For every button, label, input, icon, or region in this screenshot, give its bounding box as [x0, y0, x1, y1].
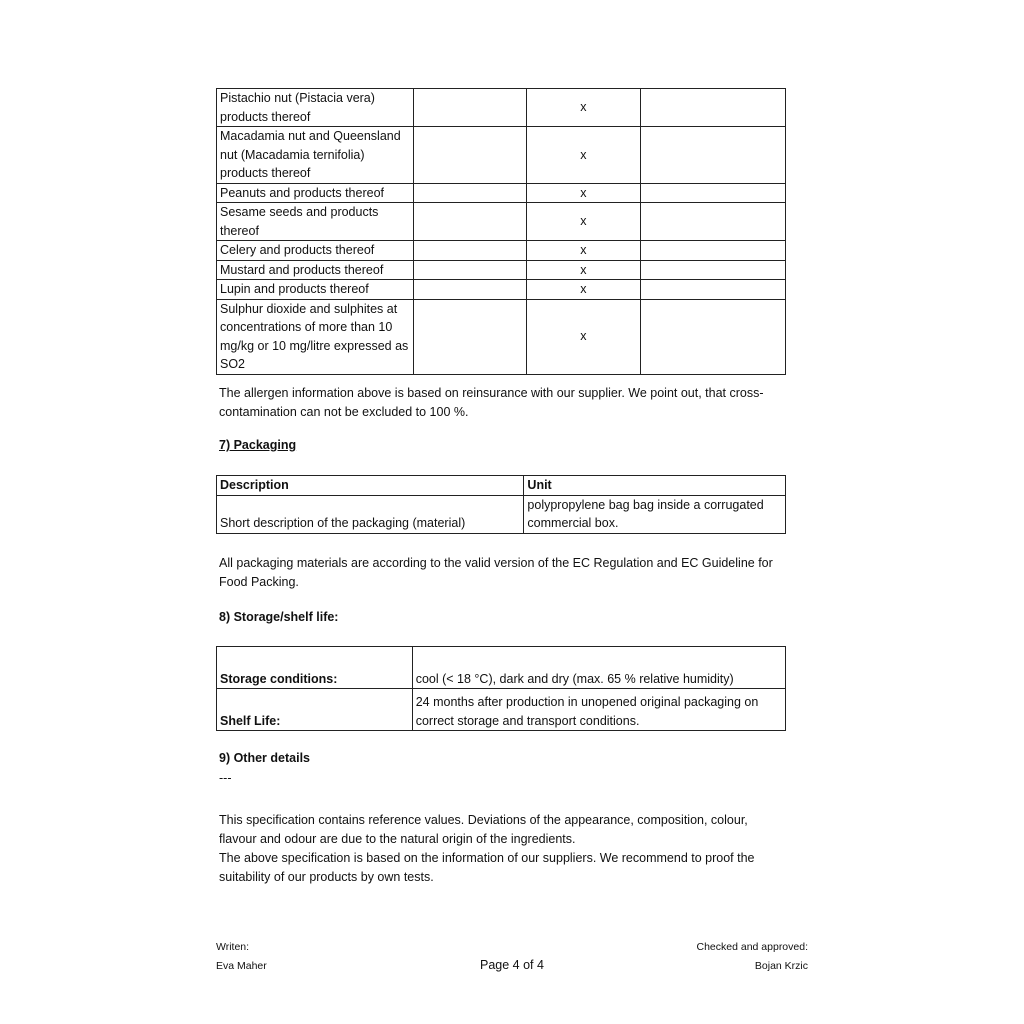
allergen-cell: [641, 203, 786, 241]
storage-conditions-value: cool (< 18 °C), dark and dry (max. 65 % relative humidity): [412, 647, 785, 689]
footer-checked-label: Checked and approved:: [696, 941, 808, 953]
storage-heading: 8) Storage/shelf life:: [219, 610, 339, 624]
allergen-cell: [413, 203, 526, 241]
allergen-mark: x: [526, 260, 641, 280]
allergen-note: The allergen information above is based on reinsurance with our supplier. We point out, that cross-contamination can not be excluded to 100 %.: [219, 386, 764, 419]
allergen-name: Sesame seeds and products thereof: [217, 203, 414, 241]
allergen-name: Celery and products thereof: [217, 241, 414, 261]
allergen-cell: [413, 299, 526, 374]
allergen-cell: [413, 183, 526, 203]
allergen-cell: [641, 260, 786, 280]
allergen-cell: [413, 280, 526, 300]
allergen-name: Lupin and products thereof: [217, 280, 414, 300]
allergen-mark: x: [526, 241, 641, 261]
footer-written-label: Writen:: [216, 941, 250, 953]
page-number: Page 4 of 4: [480, 958, 544, 972]
allergen-cell: [641, 183, 786, 203]
other-heading: 9) Other details: [219, 751, 310, 765]
allergen-mark: x: [526, 280, 641, 300]
packaging-row-value: polypropylene bag bag inside a corrugated commercial box.: [524, 495, 786, 533]
allergen-mark: x: [526, 127, 641, 184]
allergen-row: [217, 280, 786, 300]
other-value: ---: [219, 771, 232, 785]
allergen-cell: [413, 127, 526, 184]
allergen-name: Pistachio nut (Pistacia vera) products thereof: [217, 89, 414, 127]
allergen-cell: [641, 127, 786, 184]
allergen-row: [217, 241, 786, 261]
allergen-cell: [413, 89, 526, 127]
allergen-row: [217, 183, 786, 203]
allergen-mark: x: [526, 89, 641, 127]
allergen-name: Macadamia nut and Queensland nut (Macadamia ternifolia) products thereof: [217, 127, 414, 184]
storage-table: [216, 646, 786, 731]
allergen-name: Sulphur dioxide and sulphites at concentrations of more than 10 mg/kg or 10 mg/litre expressed as SO2: [217, 299, 414, 374]
allergen-cell: [641, 241, 786, 261]
allergen-cell: [413, 241, 526, 261]
allergen-mark: x: [526, 183, 641, 203]
packaging-header-unit: Unit: [524, 476, 786, 496]
allergen-row: [217, 299, 786, 374]
packaging-table: [216, 475, 786, 534]
shelf-life-value: 24 months after production in unopened original packaging on correct storage and transport conditions.: [412, 689, 785, 731]
allergen-mark: x: [526, 203, 641, 241]
allergen-cell: [641, 89, 786, 127]
storage-conditions-label: Storage conditions:: [217, 647, 413, 689]
packaging-header-description: Description: [217, 476, 524, 496]
allergen-table: [216, 88, 786, 375]
allergen-mark: x: [526, 299, 641, 374]
packaging-note: All packaging materials are according to the valid version of the EC Regulation and EC Guideline for Food Packing.: [219, 556, 773, 589]
disclaimer-line2: The above specification is based on the information of our suppliers. We recommend to proof the suitability of our products by own tests.: [219, 851, 755, 884]
packaging-row-label: Short description of the packaging (material): [217, 495, 524, 533]
allergen-row: [217, 127, 786, 184]
allergen-row: [217, 203, 786, 241]
footer-checked-name: Bojan Krzic: [754, 960, 808, 972]
disclaimer-line1: This specification contains reference values. Deviations of the appearance, composition, colour, flavour and odour are due to the natural origin of the ingredients.: [219, 813, 748, 846]
allergen-cell: [413, 260, 526, 280]
allergen-cell: [641, 280, 786, 300]
footer-written-name: Eva Maher: [216, 960, 267, 972]
shelf-life-label: Shelf Life:: [217, 689, 413, 731]
allergen-name: Mustard and products thereof: [217, 260, 414, 280]
packaging-heading: 7) Packaging: [219, 438, 297, 452]
allergen-name: Peanuts and products thereof: [217, 183, 414, 203]
allergen-cell: [641, 299, 786, 374]
allergen-row: [217, 89, 786, 127]
allergen-row: [217, 260, 786, 280]
